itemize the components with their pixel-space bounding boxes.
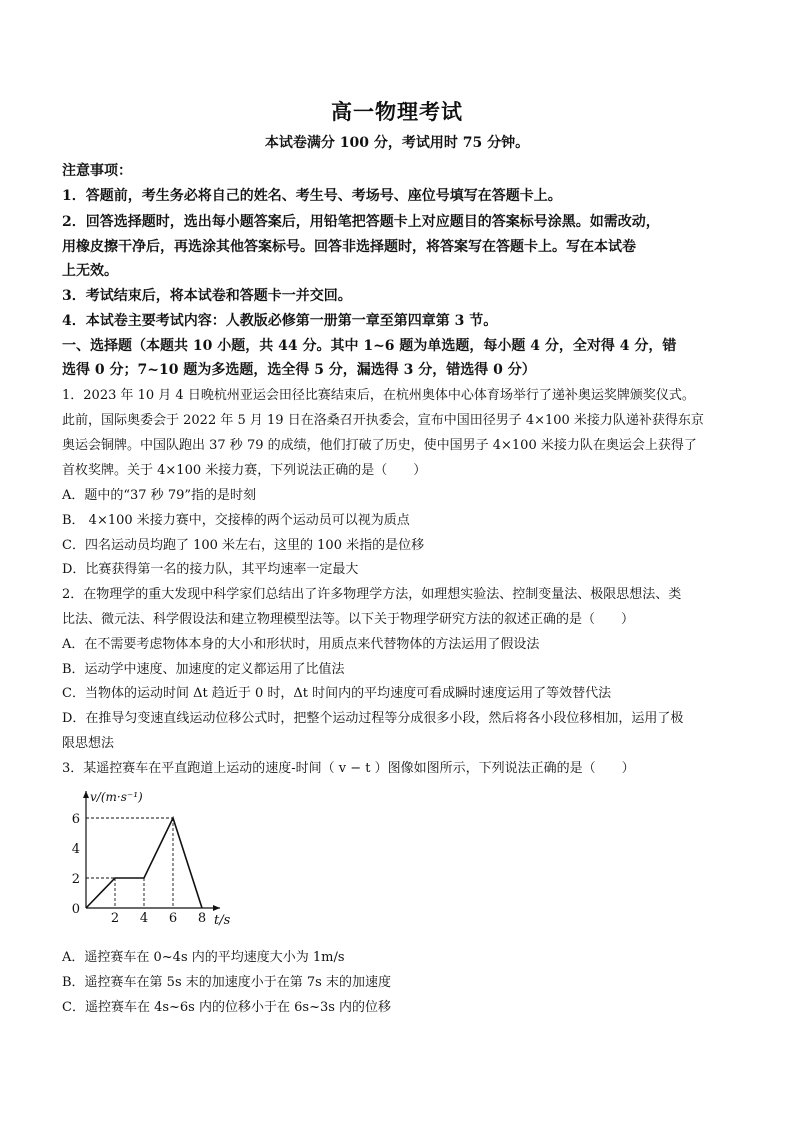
- q2-stem: 2．在物理学的重大发现中科学家们总结出了许多物理学方法，如理想实验法、控制变量法、极限思想法、类: [62, 587, 682, 602]
- x-axis-label: t/s: [214, 913, 231, 928]
- x-tick-label: 2: [110, 911, 120, 926]
- q2-option-a: A．在不需要考虑物体本身的大小和形状时，用质点来代替物体的方法运用了假设法: [62, 637, 540, 652]
- vt-graph-svg: [62, 783, 242, 933]
- section-heading: 选得 0 分；7~10 题为多选题，选全得 5 分，漏选得 3 分，错选得 0 分）: [62, 362, 536, 378]
- q1-stem: 首枚奖牌。关于 4×100 米接力赛，下列说法正确的是（ ）: [62, 463, 427, 478]
- q2-stem: 比法、微元法、科学假设法和建立物理模型法等。以下关于物理学研究方法的叙述正确的是（ ）: [62, 612, 635, 627]
- origin-label: 0: [71, 902, 80, 917]
- note-item: 1．答题前，考生务必将自己的姓名、考生号、考场号、座位号填写在答题卡上。: [62, 188, 562, 204]
- section-heading: 一、选择题（本题共 10 小题，共 44 分。其中 1~6 题为单选题，每小题 4 分，全对得 4 分，错: [62, 338, 677, 354]
- q1-stem: 此前，国际奥委会于 2022 年 5 月 19 日在洛桑召开执委会，宣布中国田径男子 4×100 米接力队递补获得东京: [62, 413, 704, 428]
- q2-option-b: B．运动学中速度、加速度的定义都运用了比值法: [62, 662, 345, 677]
- x-axis-arrow: [213, 905, 220, 911]
- q1-stem: 奥运会铜牌。中国队跑出 37 秒 79 的成绩，他们打破了历史，使中国男子 4×100 米接力队在奥运会上获得了: [62, 438, 697, 453]
- y-axis-label: v/(m·s⁻¹): [90, 790, 143, 804]
- exam-subtitle: 本试卷满分 100 分，考试用时 75 分钟。: [264, 135, 530, 151]
- x-tick-label: 6: [168, 911, 178, 926]
- x-tick-label: 8: [197, 911, 207, 926]
- vt-graph: [62, 783, 242, 933]
- note-item: 用橡皮擦干净后，再选涂其他答案标号。回答非选择题时，将答案写在答题卡上。写在本试卷: [62, 239, 636, 255]
- note-item: 4．本试卷主要考试内容：人教版必修第一册第一章至第四章第 3 节。: [62, 313, 498, 329]
- q1-option-d: D．比赛获得第一名的接力队，其平均速率一定最大: [62, 562, 359, 577]
- note-item: 3．考试结束后，将本试卷和答题卡一并交回。: [62, 288, 352, 304]
- x-tick-label: 4: [139, 911, 149, 926]
- y-tick-label: 4: [71, 842, 80, 857]
- q3-stem: 3．某遥控赛车在平直跑道上运动的速度-时间（ v − t ）图像如图所示，下列说法正确的是（ ）: [62, 761, 635, 776]
- q3-option-c: C．遥控赛车在 4s~6s 内的位移小于在 6s~3s 内的位移: [62, 1000, 392, 1015]
- exam-title: 高一物理考试: [331, 99, 463, 124]
- note-item: 上无效。: [62, 263, 118, 279]
- q1-stem: 1．2023 年 10 月 4 日晚杭州亚运会田径比赛结束后，在杭州奥体中心体育场举行了递补奥运奖牌颁奖仪式。: [62, 388, 695, 403]
- y-tick-label: 6: [71, 812, 80, 827]
- q2-option-c: C．当物体的运动时间 Δt 趋近于 0 时，Δt 时间内的平均速度可看成瞬时速度运用了等效替代法: [62, 686, 612, 701]
- note-item: 2．回答选择题时，选出每小题答案后，用铅笔把答题卡上对应题目的答案标号涂黑。如需改动，: [62, 214, 660, 230]
- y-tick-label: 2: [71, 872, 80, 887]
- q1-option-c: C．四名运动员均跑了 100 米左右，这里的 100 米指的是位移: [62, 538, 425, 553]
- q2-option-d-cont: 限思想法: [62, 736, 115, 751]
- q3-option-a: A．遥控赛车在 0~4s 内的平均速度大小为 1m/s: [62, 950, 345, 965]
- notes-heading: 注意事项：: [62, 163, 132, 179]
- q2-option-d: D．在推导匀变速直线运动位移公式时，把整个运动过程等分成很多小段，然后将各小段位移相加，运用了极: [62, 711, 684, 726]
- y-axis-arrow: [83, 791, 89, 798]
- q3-option-b: B．遥控赛车在第 5s 末的加速度小于在第 7s 末的加速度: [62, 975, 391, 990]
- q1-option-a: A．题中的“37 秒 79”指的是时刻: [62, 488, 257, 503]
- q1-option-b: B． 4×100 米接力赛中，交接棒的两个运动员可以视为质点: [62, 513, 410, 528]
